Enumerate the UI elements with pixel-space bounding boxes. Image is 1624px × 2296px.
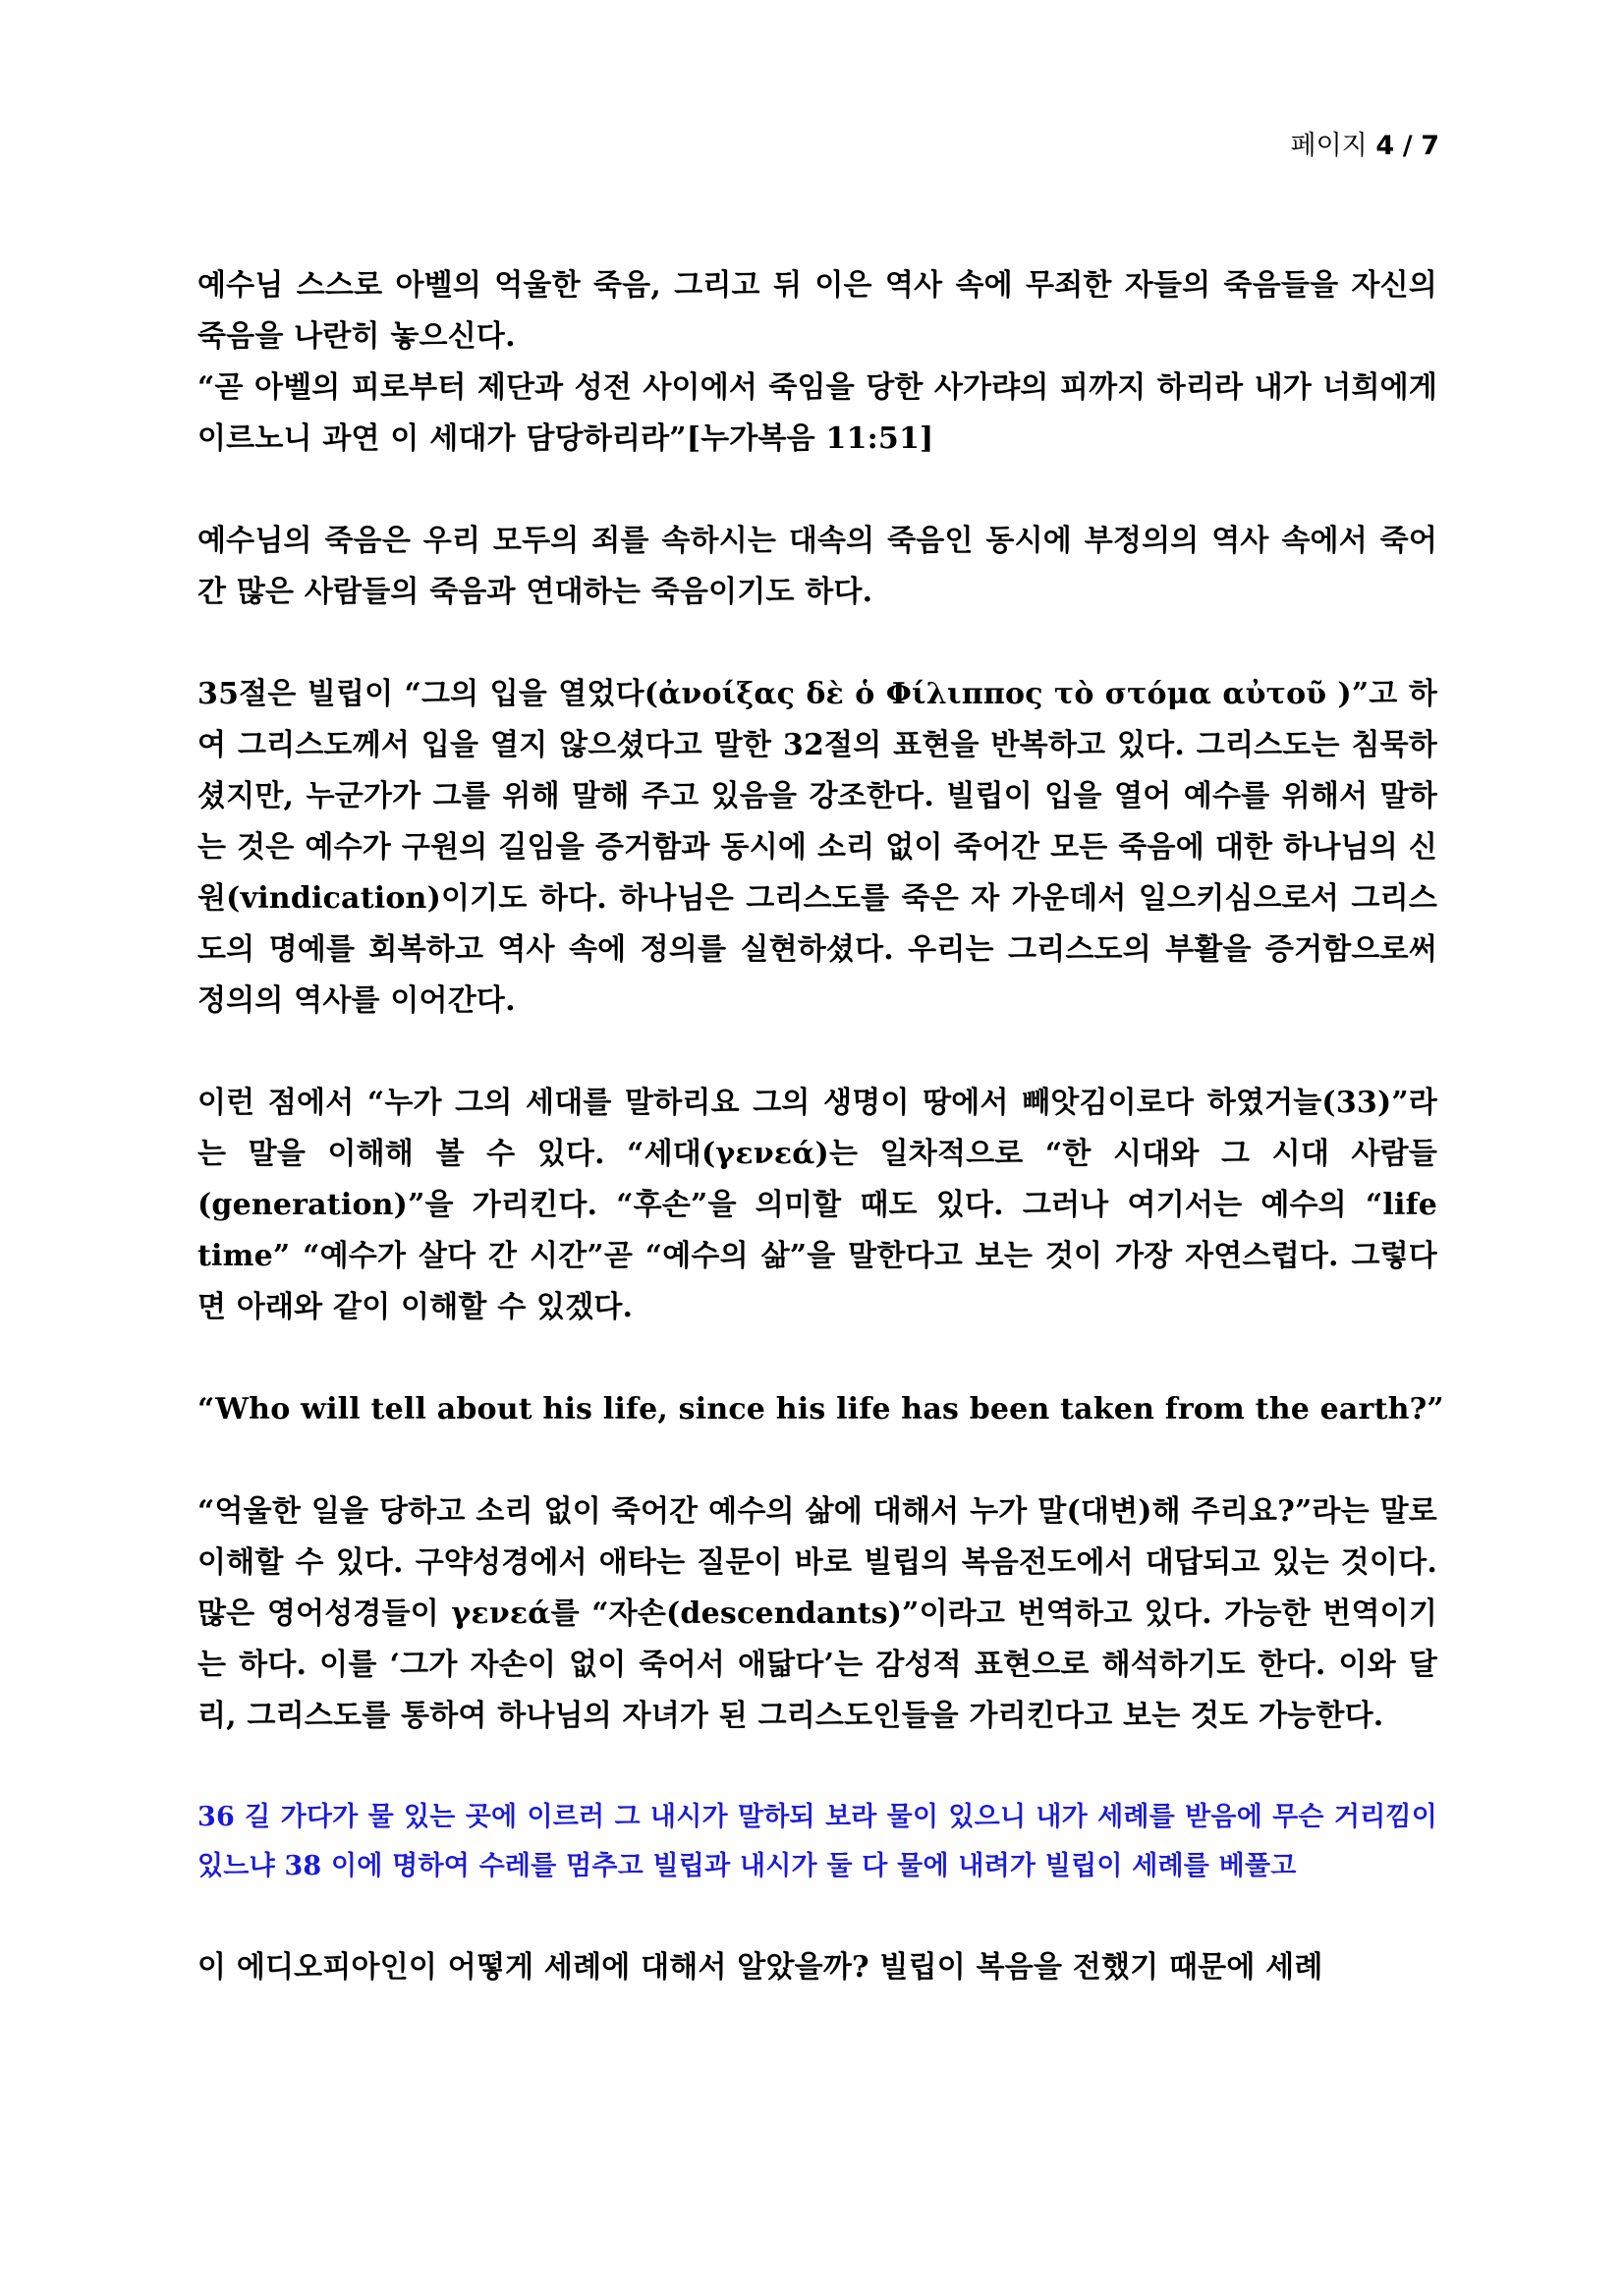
paragraph-atoning-death: 예수님의 죽음은 우리 모두의 죄를 속하시는 대속의 죽음인 동시에 부정의의 역사 속에서 죽어 간 많은 사람들의 죽음과 연대하는 죽음이기도 하다. xyxy=(197,524,1437,609)
paragraph-verse-35: 35절은 빌립이 “그의 입을 열었다(ἀνοίξας δὲ ὁ Φίλιππος τὸ στόμα αὐτοῦ )”고 하여 그리스도께서 입을 열지 않으셨다고 말한 32절의 표현을 반복하고 있다. 그리스도는 침묵하셨지만, 누군가가 그를 위해 말해 주고 있음을 강조한다. 빌립이 입을 열어 예수를 위해서 말하는 것은 예수가 구원의 길임을 증거함과 동시에 소리 없이 죽어간 모든 죽음에 대한 하나님의 신원(vindication)이기도 하다. 하나님은 그리스도를 죽은 자 가운데서 일으키심으로서 그리스도의 명예를 회복하고 역사 속에 정의를 실현하셨다. 우리는 그리스도의 부활을 증거함으로써 정의의 역사를 이어간다. xyxy=(197,677,1437,1018)
paragraph-scripture-36-38: 36 길 가다가 물 있는 곳에 이르러 그 내시가 말하되 보라 물이 있으니 내가 세례를 받음에 무슨 거리낌이 있느냐 38 이에 명하여 수레를 멈추고 빌립과 내시가 둘 다 물에 내려가 빌립이 세례를 베풀고 xyxy=(197,1802,1437,1881)
document-body xyxy=(197,260,1444,1993)
paragraph-luke-quote: “곧 아벨의 피로부터 제단과 성전 사이에서 죽임을 당한 사가랴의 피까지 하리라 내가 너희에게 이르노니 과연 이 세대가 담당하리라”[누가복음 11:51] xyxy=(197,370,1437,456)
paragraph-baptism-question: 이 에디오피아인이 어떻게 세례에 대해서 알았을까? 빌립이 복음을 전했기 때문에 세례 xyxy=(197,1950,1323,1985)
current-page-number: 4 xyxy=(1375,131,1395,161)
total-page-count: 7 xyxy=(1421,131,1439,161)
page-separator: / xyxy=(1402,131,1413,161)
page-label: 페이지 xyxy=(1290,131,1368,161)
page-number-header xyxy=(1291,124,1440,162)
paragraph-english-quote: “Who will tell about his life, since his life has been taken from the earth?” xyxy=(197,1392,1444,1427)
paragraph-generation: 이런 점에서 “누가 그의 세대를 말하리요 그의 생명이 땅에서 빼앗김이로다 하였거늘(33)”라는 말을 이해해 볼 수 있다. “세대(γενεά)는 일차적으로 “한 시대와 그 시대 사람들(generation)”을 가리킨다. “후손”을 의미할 때도 있다. 그러나 여기서는 예수의 “life time” “예수가 살다 간 시간”곧 “예수의 삶”을 말한다고 보는 것이 가장 자연스럽다. 그렇다면 아래와 같이 이해할 수 있겠다. xyxy=(197,1086,1437,1324)
paragraph-descendants: “억울한 일을 당하고 소리 없이 죽어간 예수의 삶에 대해서 누가 말(대변)해 주리요?”라는 말로 이해할 수 있다. 구약성경에서 애타는 질문이 바로 빌립의 복음전도에서 대답되고 있는 것이다. 많은 영어성경들이 γενεά를 “자손(descendants)”이라고 번역하고 있다. 가능한 번역이기는 하다. 이를 ‘그가 자손이 없이 죽어서 애닯다’는 감성적 표현으로 해석하기도 한다. 이와 달리, 그리스도를 통하여 하나님의 자녀가 된 그리스도인들을 가리킨다고 보는 것도 가능한다. xyxy=(197,1494,1437,1733)
paragraph-abel-death: 예수님 스스로 아벨의 억울한 죽음, 그리고 뒤 이은 역사 속에 무죄한 자들의 죽음들을 자신의 죽음을 나란히 놓으신다. xyxy=(197,268,1437,354)
